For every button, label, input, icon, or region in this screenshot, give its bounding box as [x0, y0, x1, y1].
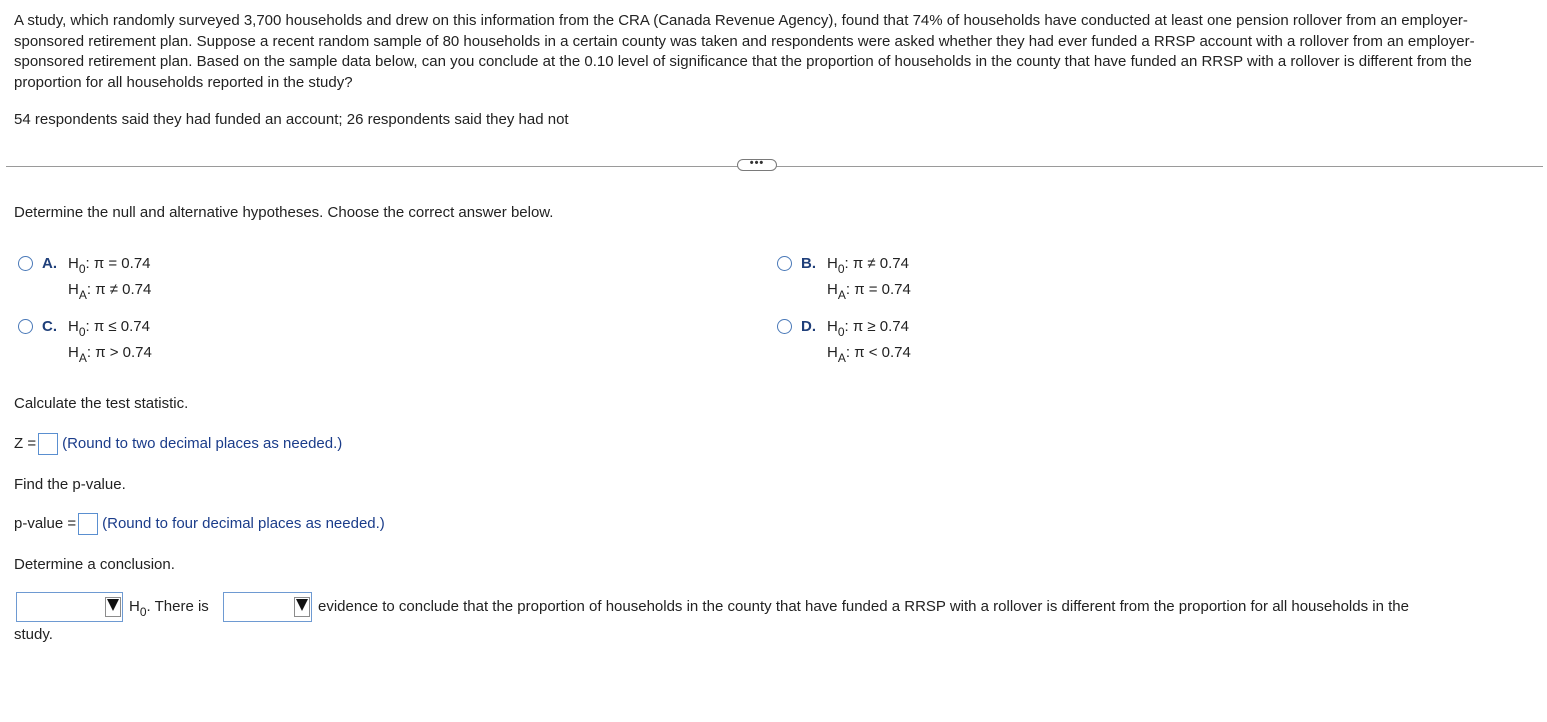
p-value-round-hint: (Round to four decimal places as needed.) [102, 515, 385, 532]
expand-button[interactable] [737, 156, 777, 171]
evidence-level-dropdown[interactable] [223, 592, 312, 622]
conclusion-prompt: Determine a conclusion. [14, 556, 175, 573]
reject-decision-dropdown[interactable] [16, 592, 123, 622]
option-c-hypotheses [68, 314, 152, 366]
option-b[interactable] [777, 254, 911, 303]
option-b-letter: B. [801, 255, 816, 272]
p-value-label: p-value = [14, 515, 77, 532]
option-a-null: $H_0$: π = 0.74 [68, 255, 151, 276]
option-d-letter: D. [801, 318, 816, 335]
option-c-letter: C. [42, 318, 57, 335]
radio-option-a[interactable] [18, 256, 33, 271]
option-a-alternative: $H_A$: π ≠ 0.74 [68, 281, 152, 302]
option-b-null: $H_0$: π ≠ 0.74 [827, 255, 909, 276]
sample-data: 54 respondents said they had funded an account; 26 respondents said they had not [14, 111, 569, 128]
test-statistic-row [14, 433, 342, 455]
p-value-prompt: Find the p-value. [14, 476, 126, 493]
option-a[interactable] [18, 254, 151, 303]
z-label: Z = [14, 435, 37, 452]
radio-option-c[interactable] [18, 319, 33, 334]
option-a-hypotheses [68, 251, 151, 303]
chevron-down-icon [296, 599, 308, 611]
hypotheses-prompt: Determine the null and alternative hypotheses. Choose the correct answer below. [14, 204, 554, 221]
option-d-hypotheses [827, 314, 911, 366]
option-b-alternative: $H_A$: π = 0.74 [827, 281, 911, 302]
option-d-alternative: $H_A$: π < 0.74 [827, 344, 911, 365]
z-answer-input[interactable] [38, 433, 58, 455]
option-c-alternative: $H_A$: π > 0.74 [68, 344, 152, 365]
conclusion-wrap-text: study. [14, 626, 53, 643]
z-round-hint: (Round to two decimal places as needed.) [62, 435, 343, 452]
conclusion-tail-text: evidence to conclude that the proportion of households in the county that have funded a RRSP with a rollover is different from the proportion for all households in the [318, 598, 1409, 615]
option-c-null: $H_0$: π ≤ 0.74 [68, 318, 150, 339]
p-value-row [14, 513, 385, 535]
chevron-down-icon [107, 599, 119, 611]
p-value-answer-input[interactable] [78, 513, 98, 535]
radio-option-d[interactable] [777, 319, 792, 334]
option-c[interactable] [18, 317, 152, 366]
more-dots-icon: ••• [749, 156, 765, 169]
option-a-letter: A. [42, 255, 57, 272]
option-b-hypotheses [827, 251, 911, 303]
conclusion-h0-text: $H_0$. There is [129, 598, 209, 619]
radio-option-b[interactable] [777, 256, 792, 271]
test-statistic-prompt: Calculate the test statistic. [14, 395, 189, 412]
option-d[interactable] [777, 317, 911, 366]
problem-statement: A study, which randomly surveyed 3,700 households and drew on this information from the CRA (Canada Revenue Agency), found that 74% of households have conducted at least one pension rollover from an employer-sponsored retirement plan. Suppose a recent random sample of 80 households in a certain county was taken and respondents were asked whether they had ever funded a RRSP account with a rollover from an employer-sponsored retirement plan. Based on the sample data below, can you conclude at the 0.10 level of significance that the proportion of households in the county that have funded an RRSP with a rollover is different from the proportion for all households reported in the study? [14, 12, 1475, 91]
option-d-null: $H_0$: π ≥ 0.74 [827, 318, 909, 339]
